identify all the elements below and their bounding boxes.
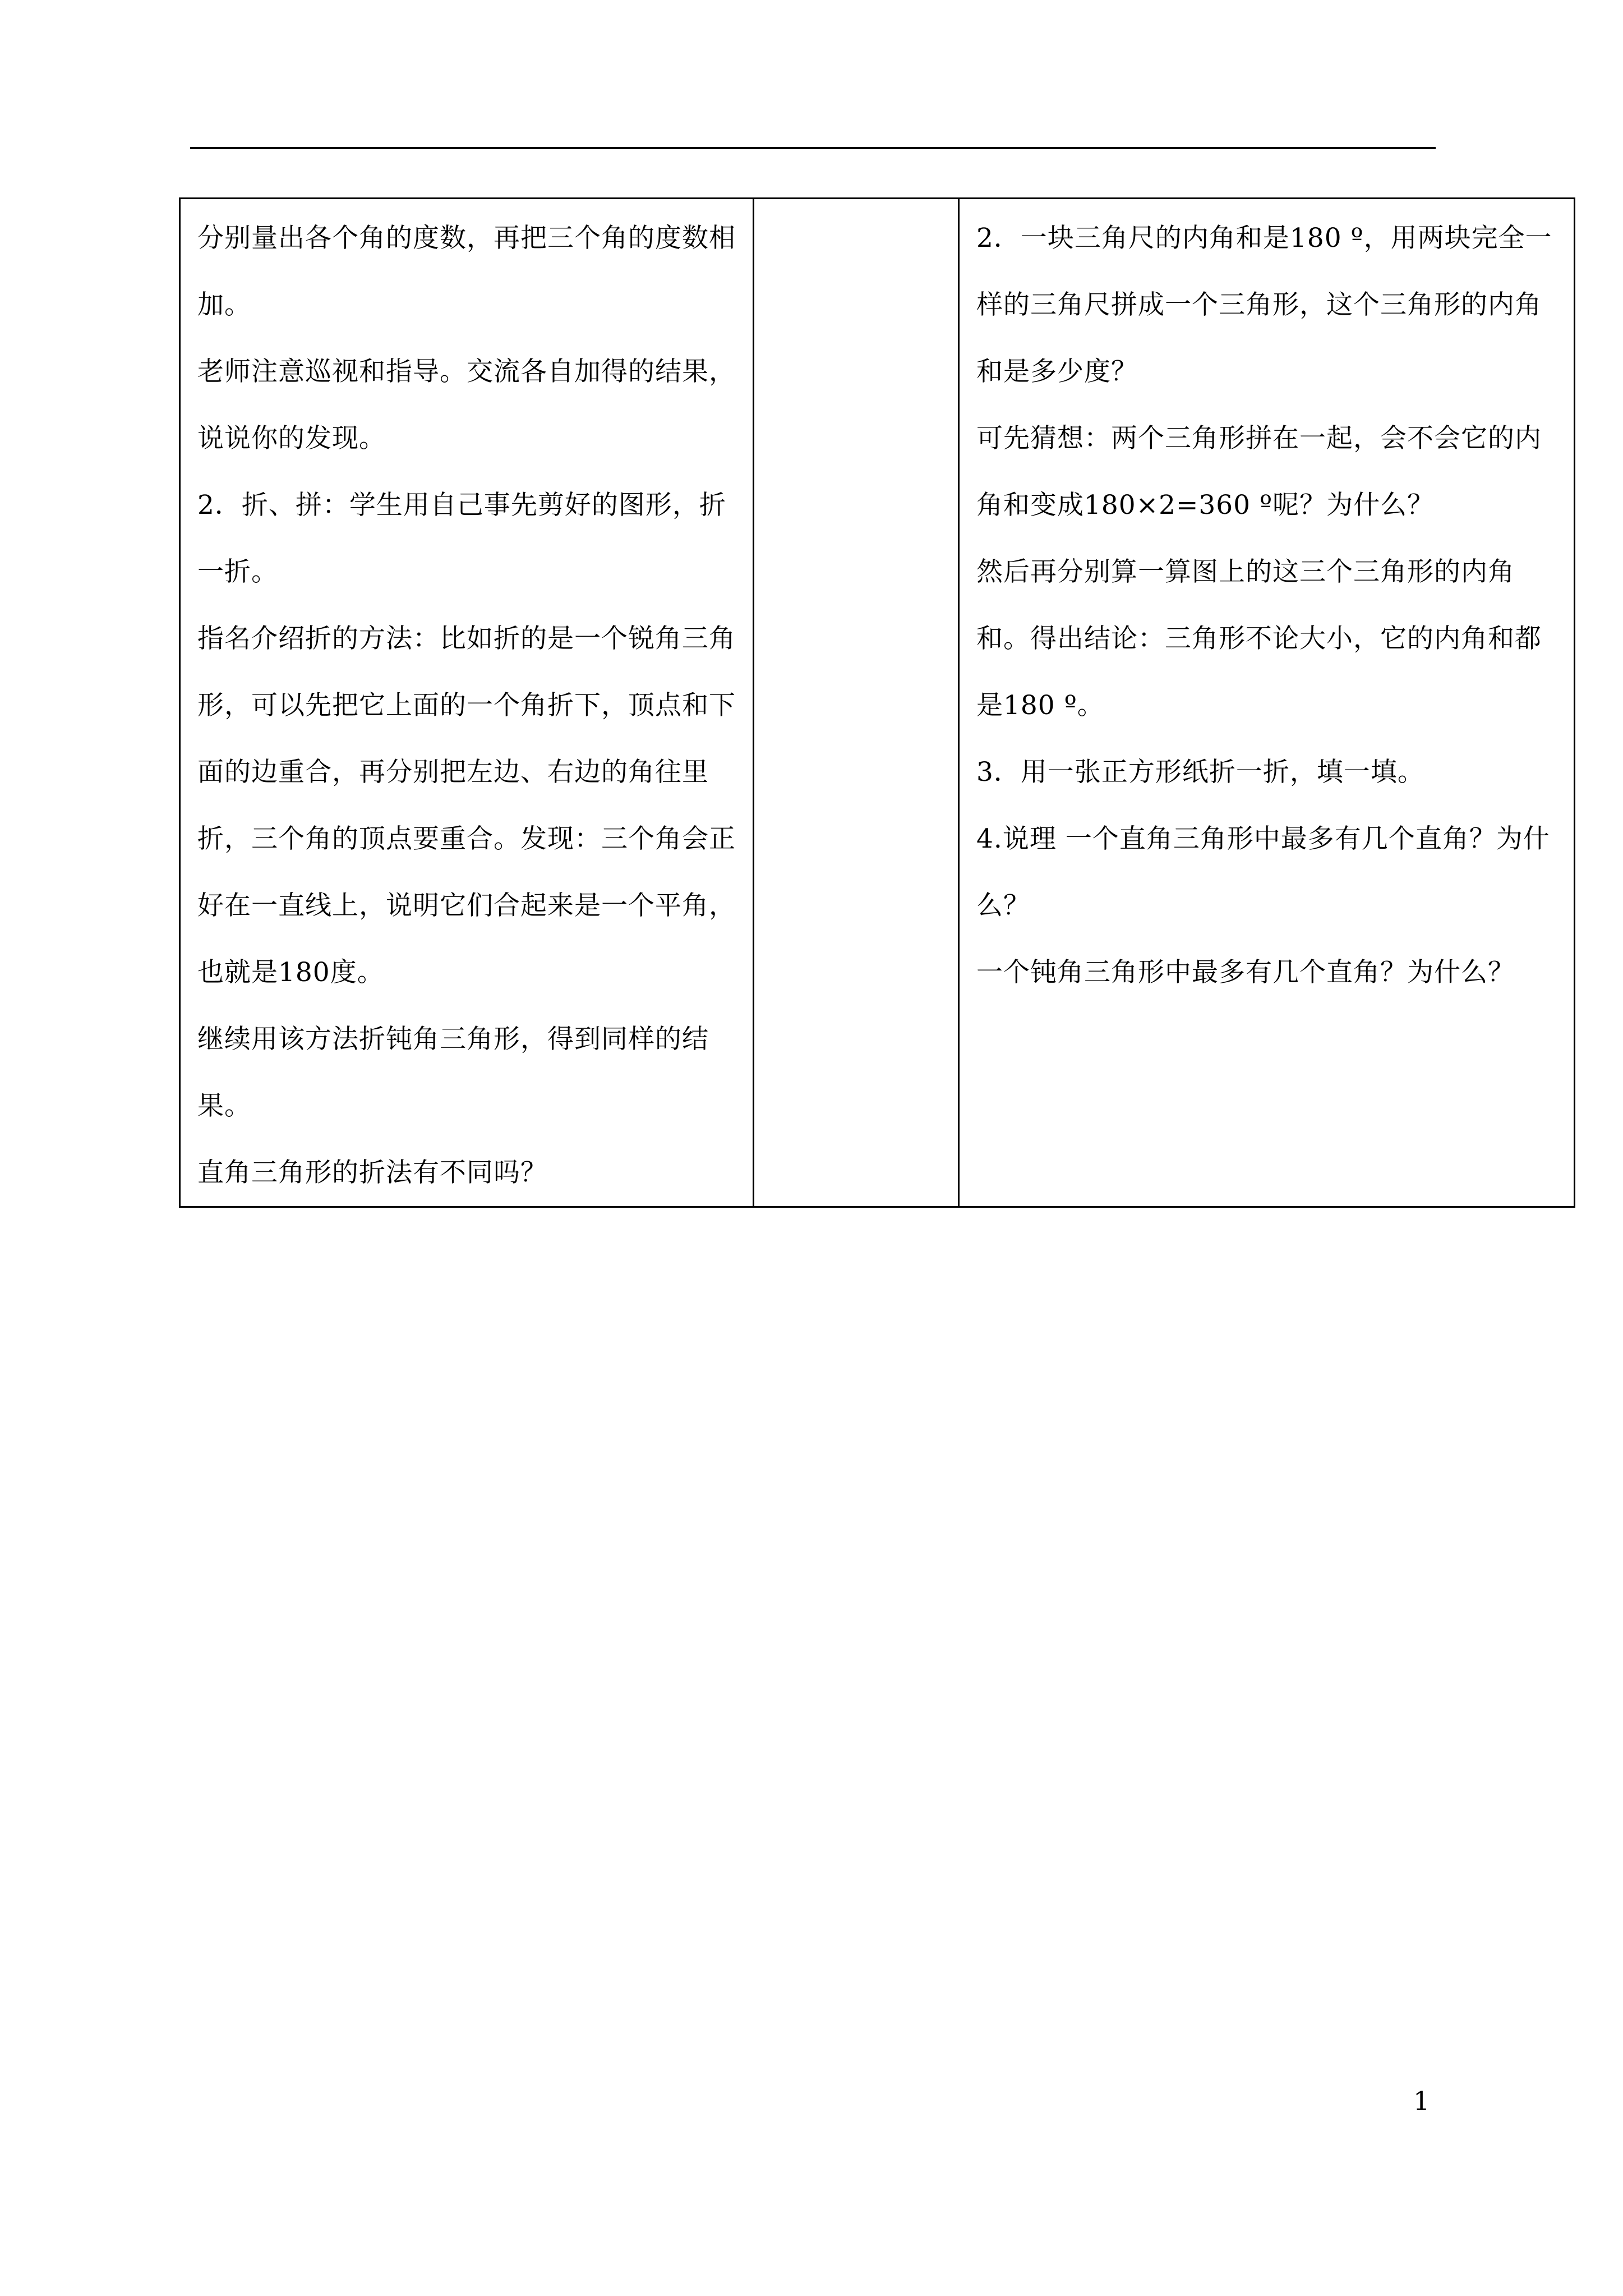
lesson-table	[179, 197, 1575, 1208]
left-paragraph: 分别量出各个角的度数，再把三个角的度数相加。	[197, 223, 736, 320]
table-row	[180, 199, 1575, 1207]
left-paragraph: 继续用该方法折钝角三角形，得到同样的结果。	[197, 1024, 709, 1121]
right-paragraph: 一个钝角三角形中最多有几个直角？为什么？	[976, 957, 1515, 988]
right-paragraph: 可先猜想：两个三角形拼在一起，会不会它的内角和变成180×2=360 º呢？为什么？	[976, 423, 1542, 521]
header-rule	[190, 147, 1436, 149]
right-paragraph: 2．一块三角尺的内角和是180 º，用两块完全一样的三角尺拼成一个三角形，这个三角形的内角和是多少度？	[976, 223, 1552, 387]
left-paragraph: 老师注意巡视和指导。交流各自加得的结果，说说你的发现。	[197, 356, 736, 454]
right-paragraph: 3．用一张正方形纸折一折，填一填。	[976, 757, 1424, 788]
right-column-cell	[959, 199, 1575, 1207]
right-paragraph: 然后再分别算一算图上的这三个三角形的内角和。得出结论：三角形不论大小，它的内角和都是180 º。	[976, 556, 1542, 721]
right-paragraph: 4.说理 一个直角三角形中最多有几个直角？为什么？	[976, 823, 1550, 921]
left-paragraph: 直角三角形的折法有不同吗？	[197, 1157, 547, 1188]
page-number: 1	[1413, 2086, 1430, 2116]
left-paragraph: 指名介绍折的方法：比如折的是一个锐角三角形，可以先把它上面的一个角折下，顶点和下面的边重合，再分别把左边、右边的角往里折，三个角的顶点要重合。发现：三个角会正好在一直线上，说明它们合起来是一个平角，也就是180度。	[197, 623, 736, 988]
middle-column-cell	[754, 199, 959, 1207]
left-column-cell	[180, 199, 754, 1207]
left-paragraph: 2．折、拼：学生用自己事先剪好的图形，折一折。	[197, 490, 726, 587]
